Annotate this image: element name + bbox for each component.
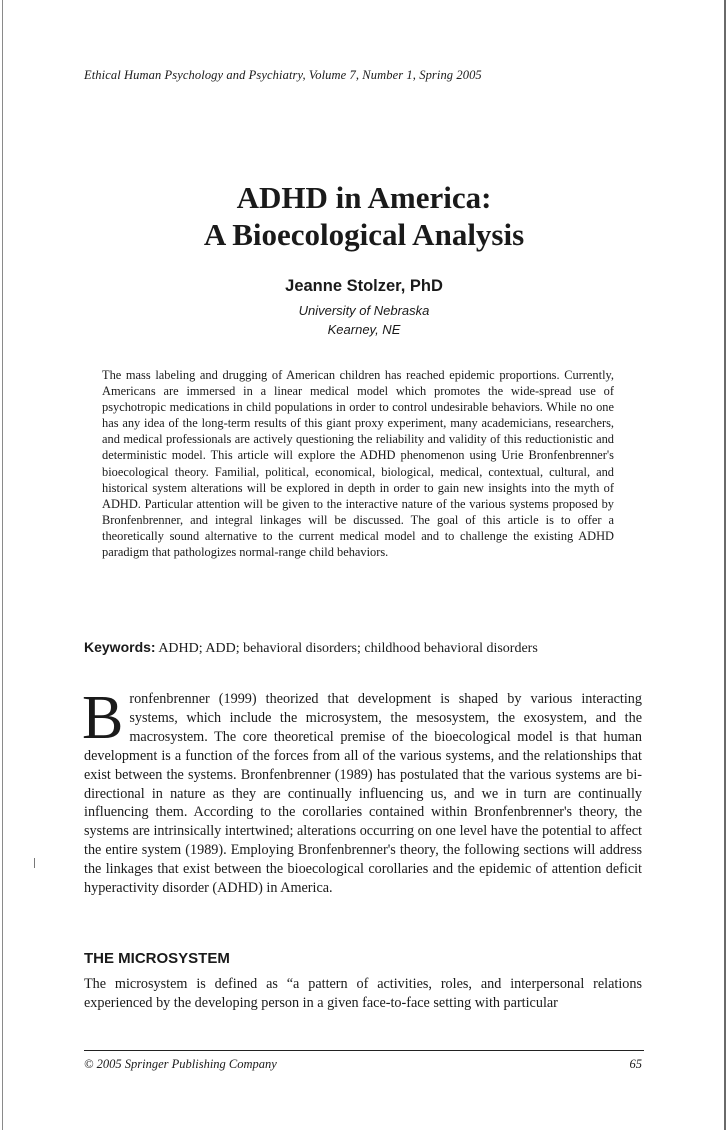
author-location: Kearney, NE: [327, 322, 401, 337]
author-name: Jeanne Stolzer, PhD: [285, 277, 443, 295]
article-title-line-2: A Bioecological Analysis: [203, 217, 525, 252]
author-affiliation: University of Nebraska: [298, 303, 430, 318]
article-title-line-1: ADHD in America:: [236, 180, 492, 215]
drop-cap: B: [82, 684, 124, 752]
keywords-label: Keywords:: [84, 639, 156, 655]
keywords-text: ADHD; ADD; behavioral disorders; childhood behavioral disorders: [158, 641, 538, 656]
scan-mark: [34, 858, 35, 868]
footer-rule: [84, 1050, 644, 1051]
intro-paragraph-text: ronfenbrenner (1999) theorized that development is shaped by various interacting systems, which include the microsystem, the mesosystem, the exosystem, and the macrosystem. The core theoretical premise of the bioecological model is that human development is a function of the forces from all of the various systems, and the relationships that exist between the systems. Bronfenbrenner (1989) has postulated that the various systems are bi-directional in nature as they are continually influencing us, and we in turn are continually influencing them. According to the corollaries contained within Bronfenbrenner's theory, the systems are intrinsically intertwined; alterations occurring on one level have the potential to affect the entire system (1989). Employing Bronfenbrenner's theory, the following sections will address the linkages that exist between the bioecological corollaries and the epidemic of attention deficit hyperactivity disorder (ADHD) in America.: [84, 691, 642, 897]
page-number: 65: [629, 1057, 642, 1071]
copyright-notice: © 2005 Springer Publishing Company: [84, 1057, 277, 1071]
page-border-left: [2, 0, 3, 1130]
keywords-line: [84, 639, 684, 657]
running-head: Ethical Human Psychology and Psychiatry, Volume 7, Number 1, Spring 2005: [84, 68, 482, 82]
intro-paragraph: [82, 684, 642, 898]
section-paragraph: The microsystem is defined as “a pattern of activities, roles, and interpersonal relations experienced by the developing person in a given face-to-face setting with particular: [84, 976, 642, 1011]
abstract: The mass labeling and drugging of American children has reached epidemic proportions. Currently, Americans are immersed in a linear medical model which promotes the wide-spread use of psychotropic medications in child populations in order to control undesirable behaviors. While no one has any idea of the long-term results of this giant proxy experiment, many academicians, researchers, and medical professionals are actively questioning the reliability and validity of this reductionistic and deterministic model. This article will explore the ADHD phenomenon using Urie Bronfenbrenner's bioecological theory. Familial, political, economical, biological, medical, contextual, cultural, and historical system alterations will be explored in depth in order to gain new insights into the myth of ADHD. Particular attention will be given to the interactive nature of the various systems proposed by Bronfenbrenner, and integral linkages will be discussed. The goal of this article is to offer a theoretically sound alternative to the current medical model and to challenge the existing ADHD paradigm that pathologizes normal-range child behaviors.: [102, 368, 614, 560]
page-border-right: [724, 0, 726, 1130]
section-heading: THE MICROSYSTEM: [84, 950, 230, 967]
